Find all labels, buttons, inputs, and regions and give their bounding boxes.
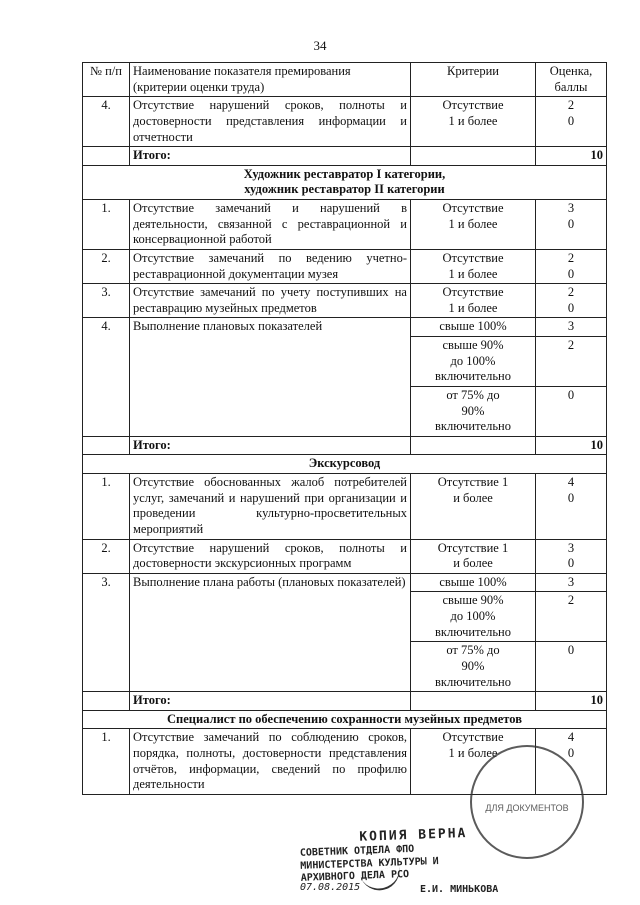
header-indicator: Наименование показателя премирования (критерии оценки труда) <box>130 63 411 97</box>
row-number: 4. <box>83 318 130 436</box>
row-criteria: свыше 90% до 100% включительно <box>411 592 536 642</box>
empty-cell <box>411 147 536 166</box>
table-row <box>83 573 607 592</box>
row-score: 3 <box>536 573 607 592</box>
row-indicator: Отсутствие замечаний и нарушений в деятельности, связанной с реставрационной и консервационной работой <box>130 200 411 250</box>
cert-ministry: МИНИСТЕРСТВА КУЛЬТУРЫ И <box>300 855 439 872</box>
row-indicator: Выполнение плана работы (плановых показателей) <box>130 573 411 691</box>
row-indicator: Отсутствие нарушений сроков, полноты и достоверности экскурсионных программ <box>130 539 411 573</box>
row-number: 4. <box>83 97 130 147</box>
row-indicator: Отсутствие замечаний по ведению учетно-реставрационной документации музея <box>130 249 411 283</box>
row-number: 1. <box>83 200 130 250</box>
total-label: Итого: <box>130 147 411 166</box>
total-score: 10 <box>536 147 607 166</box>
row-score: 3 <box>536 318 607 337</box>
row-score: 3 0 <box>536 200 607 250</box>
total-row <box>83 147 607 166</box>
empty-cell <box>83 692 130 711</box>
bonus-criteria-table <box>82 62 607 795</box>
row-number: 3. <box>83 573 130 691</box>
table-row <box>83 200 607 250</box>
section-title: Экскурсовод <box>83 455 607 474</box>
row-number: 2. <box>83 249 130 283</box>
row-indicator: Выполнение плановых показателей <box>130 318 411 436</box>
section-title: Специалист по обеспечению сохранности музейных предметов <box>83 710 607 729</box>
row-indicator: Отсутствие обоснованных жалоб потребителей услуг, замечаний и нарушений при организации и проведении культурно-просветительных мероприятий <box>130 474 411 540</box>
row-score: 0 <box>536 386 607 436</box>
row-criteria: Отсутствие 1 и более <box>411 97 536 147</box>
table-row <box>83 318 607 337</box>
cert-date: 07.08.2015 <box>300 882 361 893</box>
cert-signer-name: Е.И. МИНЬКОВА <box>420 884 499 895</box>
table-header <box>83 63 607 97</box>
page-number: 34 <box>313 38 327 53</box>
total-score: 10 <box>536 692 607 711</box>
cert-department: АРХИВНОГО ДЕЛА РСО <box>300 869 410 885</box>
section-title: Художник реставратор I категории, художник реставратор II категории <box>83 165 607 199</box>
section-heading <box>83 710 607 729</box>
row-score: 4 0 <box>536 729 607 795</box>
header-number: № п/п <box>83 63 130 97</box>
cert-position: СОВЕТНИК ОТДЕЛА ФПО <box>299 844 415 860</box>
row-number: 1. <box>83 729 130 795</box>
section-heading <box>83 165 607 199</box>
row-number: 2. <box>83 539 130 573</box>
row-score: 3 0 <box>536 539 607 573</box>
header-criteria: Критерии <box>411 63 536 97</box>
row-score: 2 <box>536 337 607 387</box>
total-label: Итого: <box>130 692 411 711</box>
certification-block <box>299 824 521 885</box>
header-score: Оценка, баллы <box>536 63 607 97</box>
row-score: 2 0 <box>536 249 607 283</box>
row-score: 2 <box>536 592 607 642</box>
row-criteria: Отсутствие 1 и более <box>411 729 536 795</box>
row-criteria: свыше 100% <box>411 573 536 592</box>
row-score: 4 0 <box>536 474 607 540</box>
row-score: 2 0 <box>536 284 607 318</box>
row-criteria: от 75% до 90% включительно <box>411 642 536 692</box>
cert-copy-verified: КОПИЯ ВЕРНА <box>359 825 468 845</box>
row-criteria: Отсутствие 1 и более <box>411 474 536 540</box>
total-row <box>83 436 607 455</box>
empty-cell <box>411 436 536 455</box>
section-heading <box>83 455 607 474</box>
row-criteria: свыше 100% <box>411 318 536 337</box>
row-indicator: Отсутствие замечаний по соблюдению сроков, порядка, полноты, достоверности представления отчётов, информации, сведений по профилю деятельности <box>130 729 411 795</box>
empty-cell <box>83 436 130 455</box>
total-score: 10 <box>536 436 607 455</box>
total-label: Итого: <box>130 436 411 455</box>
table-row <box>83 539 607 573</box>
table-row <box>83 97 607 147</box>
row-criteria: Отсутствие 1 и более <box>411 284 536 318</box>
empty-cell <box>83 147 130 166</box>
table-row <box>83 249 607 283</box>
row-criteria: Отсутствие 1 и более <box>411 539 536 573</box>
row-criteria: от 75% до 90% включительно <box>411 386 536 436</box>
row-criteria: Отсутствие 1 и более <box>411 200 536 250</box>
table-row <box>83 284 607 318</box>
table-row <box>83 474 607 540</box>
row-indicator: Отсутствие нарушений сроков, полноты и достоверности представления информации и отчетности <box>130 97 411 147</box>
total-row <box>83 692 607 711</box>
row-number: 1. <box>83 474 130 540</box>
row-score: 2 0 <box>536 97 607 147</box>
empty-cell <box>411 692 536 711</box>
row-criteria: свыше 90% до 100% включительно <box>411 337 536 387</box>
row-score: 0 <box>536 642 607 692</box>
row-criteria: Отсутствие 1 и более <box>411 249 536 283</box>
stamp-text: ДЛЯ ДОКУМЕНТОВ <box>485 803 569 813</box>
row-indicator: Отсутствие замечаний по учету поступивших на реставрацию музейных предметов <box>130 284 411 318</box>
row-number: 3. <box>83 284 130 318</box>
